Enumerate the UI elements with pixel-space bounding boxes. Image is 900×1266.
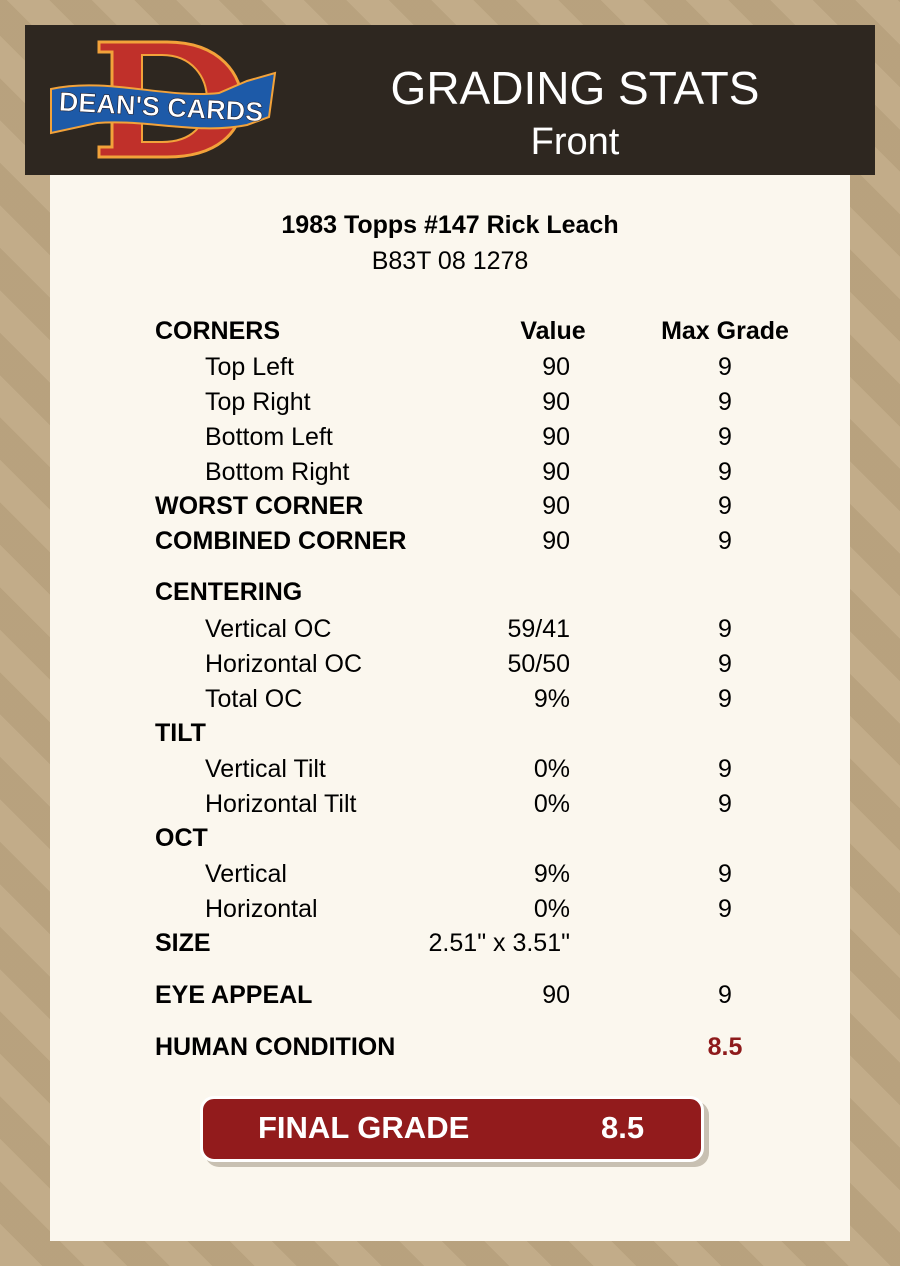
stat-label: Horizontal [205, 895, 318, 923]
stat-label: Top Left [205, 353, 294, 381]
stat-max-grade: 9 [718, 423, 732, 451]
stat-label: WORST CORNER [155, 492, 364, 520]
stat-max-grade: 9 [718, 685, 732, 713]
stat-max-grade: 9 [718, 492, 732, 520]
stat-row [0, 719, 900, 749]
stat-row [0, 492, 900, 522]
stat-row [0, 755, 900, 785]
stat-label: CENTERING [155, 578, 303, 606]
stat-value: 90 [542, 981, 570, 1009]
stat-row [0, 615, 900, 645]
card-title: 1983 Topps #147 Rick Leach [281, 211, 619, 239]
stat-max-grade: 9 [718, 755, 732, 783]
stat-label: Bottom Left [205, 423, 333, 451]
stat-row [0, 458, 900, 488]
stat-value: 0% [533, 790, 570, 818]
stat-label: Horizontal OC [205, 650, 362, 678]
stat-value: 0% [533, 895, 570, 923]
stat-max-grade: 9 [718, 458, 732, 486]
card-code: B83T 08 1278 [371, 247, 529, 275]
stat-row [0, 578, 900, 608]
stat-value: 2.51" x 3.51" [428, 929, 570, 957]
stat-label: COMBINED CORNER [155, 527, 407, 555]
stat-row [0, 650, 900, 680]
stat-value: 9% [533, 685, 570, 713]
final-grade-label: FINAL GRADE [258, 1110, 470, 1145]
stat-label: HUMAN CONDITION [155, 1033, 396, 1061]
stat-value: 0% [533, 755, 570, 783]
stat-max-grade: 9 [718, 860, 732, 888]
page-title: GRADING STATS [390, 62, 760, 114]
stat-row [0, 824, 900, 854]
stat-value: 90 [542, 388, 570, 416]
stat-max-grade: 9 [718, 981, 732, 1009]
stat-value: 90 [542, 353, 570, 381]
stat-label: EYE APPEAL [155, 981, 313, 1009]
stat-label: Total OC [205, 685, 303, 713]
stat-value: 9% [533, 860, 570, 888]
stat-row [0, 388, 900, 418]
stat-row [0, 981, 900, 1011]
stat-max-grade: 9 [718, 895, 732, 923]
stat-max-grade: 9 [718, 527, 732, 555]
stat-label: Vertical OC [205, 615, 332, 643]
stat-max-grade: 9 [718, 650, 732, 678]
stat-row [0, 423, 900, 453]
stat-row [0, 527, 900, 557]
stat-value: 50/50 [507, 650, 570, 678]
stat-label: Top Right [205, 388, 311, 416]
svg-text:DEAN'S CARDS: DEAN'S CARDS [58, 86, 264, 128]
page-subtitle: Front [530, 121, 620, 163]
stat-row [0, 685, 900, 715]
final-grade-badge [200, 1096, 704, 1162]
stat-label: TILT [155, 719, 206, 747]
stat-value: 90 [542, 458, 570, 486]
value-column-header: Value [520, 317, 586, 345]
stat-label: Bottom Right [205, 458, 350, 486]
stat-label: CORNERS [155, 317, 281, 345]
stat-row [0, 790, 900, 820]
stat-row [0, 353, 900, 383]
stat-row [0, 895, 900, 925]
stat-label: SIZE [155, 929, 211, 957]
stat-value: 59/41 [507, 615, 570, 643]
stat-label: Vertical Tilt [205, 755, 326, 783]
stat-label: Horizontal Tilt [205, 790, 357, 818]
stat-label: Vertical [205, 860, 287, 888]
deans-cards-logo [47, 37, 283, 162]
stat-max-grade: 9 [718, 790, 732, 818]
stat-max-grade: 9 [718, 615, 732, 643]
stat-max-grade: 8.5 [707, 1033, 743, 1061]
stat-max-grade: 9 [718, 353, 732, 381]
final-grade-value: 8.5 [601, 1110, 645, 1145]
stat-value: 90 [542, 492, 570, 520]
stat-row [0, 1033, 900, 1063]
stat-row [0, 929, 900, 959]
stat-value: 90 [542, 423, 570, 451]
stat-row [0, 317, 900, 347]
stat-label: OCT [155, 824, 208, 852]
stat-max-grade: 9 [718, 388, 732, 416]
stat-row [0, 860, 900, 890]
max-grade-column-header: Max Grade [661, 317, 789, 345]
header [25, 25, 875, 175]
stat-value: 90 [542, 527, 570, 555]
